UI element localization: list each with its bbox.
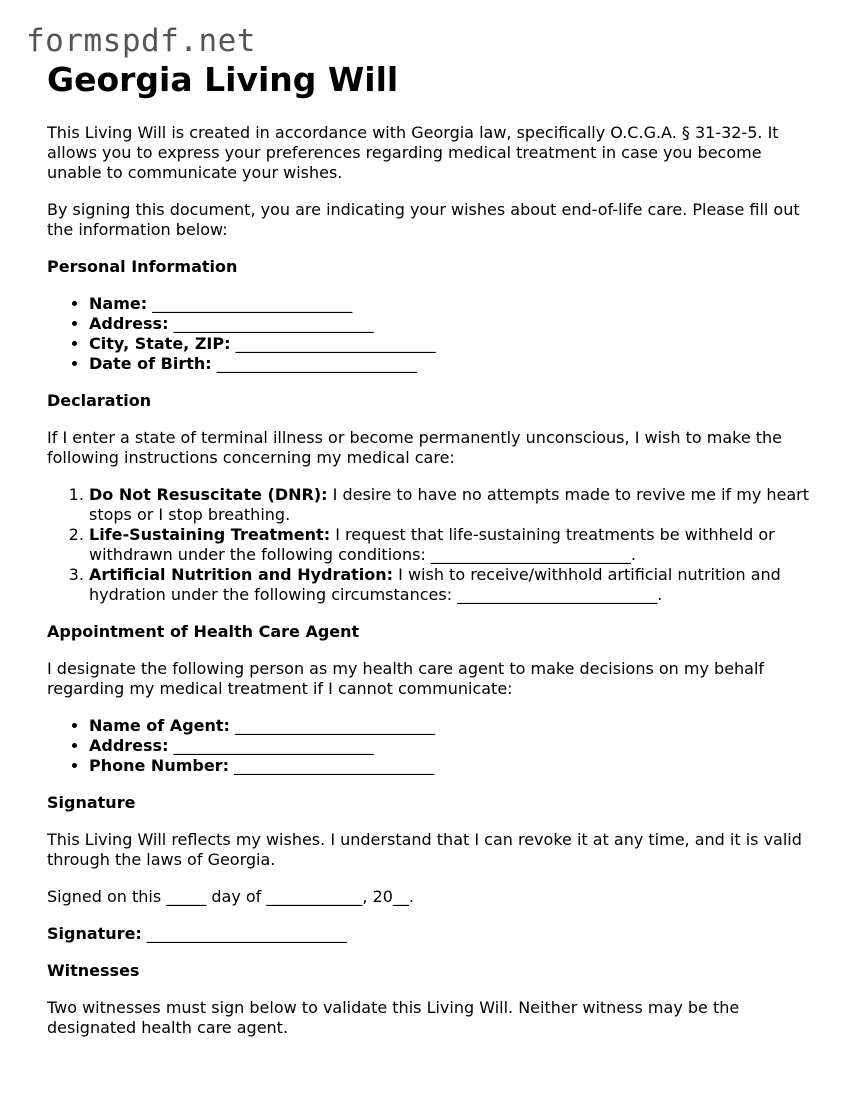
item-text-life-sustaining: I request that life-sustaining treatments be withheld or withdrawn under the following conditions: _________________________.: [89, 525, 775, 564]
list-item: [89, 314, 817, 334]
list-item: [89, 756, 817, 776]
blank-line-city-state-zip[interactable]: _________________________: [235, 334, 436, 353]
section-heading-witnesses: Witnesses: [47, 961, 140, 980]
intro-paragraph-1: This Living Will is created in accordance with Georgia law, specifically O.C.G.A. § 31-32-5. It allows you to express your preferences regarding medical treatment in case you become unable to communicate your wishes.: [47, 123, 779, 182]
blank-line-agent-name[interactable]: _________________________: [235, 716, 436, 735]
blank-line-agent-address[interactable]: _________________________: [173, 736, 374, 755]
agent-info-list: [47, 716, 817, 776]
blank-line-signature[interactable]: _________________________: [146, 924, 347, 943]
declaration-list: [47, 485, 817, 605]
signed-on-line[interactable]: Signed on this _____ day of ____________, 20__.: [47, 887, 415, 906]
list-item: [89, 294, 817, 314]
field-label-name: Name:: [89, 294, 148, 313]
watermark-logo: formspdf.net: [26, 23, 256, 59]
list-item: [89, 334, 817, 354]
field-label-date-of-birth: Date of Birth:: [89, 354, 212, 373]
field-label-agent-address: Address:: [89, 736, 169, 755]
section-heading-agent: Appointment of Health Care Agent: [47, 622, 360, 641]
blank-line-name[interactable]: _________________________: [152, 294, 353, 313]
list-item: [89, 525, 817, 565]
signature-paragraph: This Living Will reflects my wishes. I understand that I can revoke it at any time, and it is valid through the laws of Georgia.: [47, 830, 802, 869]
section-heading-signature: Signature: [47, 793, 136, 812]
list-item: [89, 485, 817, 525]
signature-label: Signature:: [47, 924, 142, 943]
field-label-city-state-zip: City, State, ZIP:: [89, 334, 231, 353]
blank-line-date-of-birth[interactable]: _________________________: [216, 354, 417, 373]
item-text-dnr: I desire to have no attempts made to revive me if my heart stops or I stop breathing.: [89, 485, 810, 524]
witnesses-paragraph: Two witnesses must sign below to validate this Living Will. Neither witness may be the designated health care agent.: [47, 998, 740, 1037]
agent-paragraph: I designate the following person as my health care agent to make decisions on my behalf regarding my medical treatment if I cannot communicate:: [47, 659, 765, 698]
document-title: Georgia Living Will: [47, 60, 399, 99]
list-item: [89, 736, 817, 756]
blank-line-agent-phone[interactable]: _________________________: [234, 756, 435, 775]
list-item: [89, 565, 817, 605]
item-label-life-sustaining: Life-Sustaining Treatment:: [89, 525, 331, 544]
field-label-agent-phone: Phone Number:: [89, 756, 229, 775]
blank-line-address[interactable]: _________________________: [173, 314, 374, 333]
document-body: [47, 60, 817, 1038]
intro-paragraph-2: By signing this document, you are indicating your wishes about end-of-life care. Please fill out the information below:: [47, 200, 800, 239]
item-label-dnr: Do Not Resuscitate (DNR):: [89, 485, 328, 504]
list-item: [89, 716, 817, 736]
field-label-agent-name: Name of Agent:: [89, 716, 230, 735]
signature-line: [47, 924, 817, 944]
section-heading-personal: Personal Information: [47, 257, 238, 276]
item-text-nutrition-hydration: I wish to receive/withhold artificial nutrition and hydration under the following circumstances: _________________________.: [89, 565, 781, 604]
list-item: [89, 354, 817, 374]
item-label-nutrition-hydration: Artificial Nutrition and Hydration:: [89, 565, 394, 584]
field-label-address: Address:: [89, 314, 169, 333]
personal-info-list: [47, 294, 817, 374]
declaration-paragraph: If I enter a state of terminal illness or become permanently unconscious, I wish to make the following instructions concerning my medical care:: [47, 428, 783, 467]
section-heading-declaration: Declaration: [47, 391, 152, 410]
